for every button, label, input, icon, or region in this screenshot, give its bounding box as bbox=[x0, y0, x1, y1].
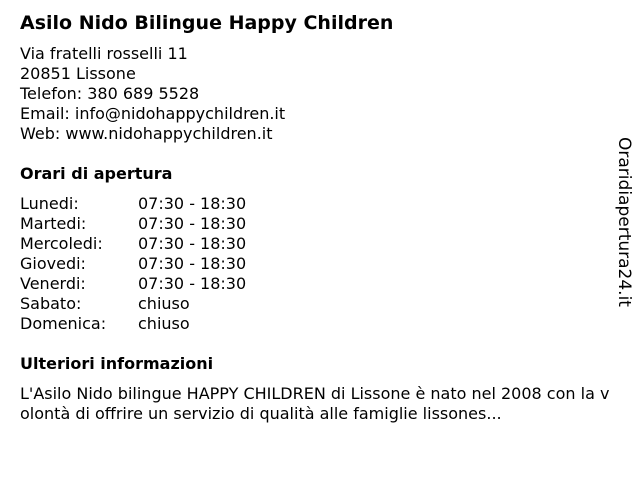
day-label: Domenica: bbox=[20, 314, 107, 333]
time-range: 07:30 - 18:30 bbox=[138, 254, 247, 273]
email-line: Email: info@nidohappychildren.it bbox=[20, 104, 286, 123]
time-range: chiuso bbox=[138, 314, 190, 333]
description-text: L'Asilo Nido bilingue HAPPY CHILDREN di Lissone è nato nel 2008 con la volontà di offrire un servizio di qualità alle famiglie lissones... bbox=[20, 384, 610, 423]
time-range: 07:30 - 18:30 bbox=[138, 234, 247, 253]
phone-line: Telefon: 380 689 5528 bbox=[20, 84, 200, 103]
day-label: Martedi: bbox=[20, 214, 87, 233]
time-range: chiuso bbox=[138, 294, 190, 313]
site-watermark: Oraridiapertura24.it bbox=[614, 137, 634, 307]
day-label: Venerdi: bbox=[20, 274, 86, 293]
time-range: 07:30 - 18:30 bbox=[138, 214, 247, 233]
day-label: Mercoledi: bbox=[20, 234, 103, 253]
more-info-heading: Ulteriori informazioni bbox=[20, 354, 214, 373]
day-label: Sabato: bbox=[20, 294, 82, 313]
street-address: Via fratelli rosselli 11 bbox=[20, 44, 188, 63]
day-label: Lunedi: bbox=[20, 194, 79, 213]
day-label: Giovedi: bbox=[20, 254, 86, 273]
postal-city: 20851 Lissone bbox=[20, 64, 136, 83]
opening-hours-heading: Orari di apertura bbox=[20, 164, 173, 183]
contact-details bbox=[20, 44, 285, 144]
business-name: Asilo Nido Bilingue Happy Children bbox=[20, 12, 394, 34]
time-range: 07:30 - 18:30 bbox=[138, 194, 247, 213]
website-line: Web: www.nidohappychildren.it bbox=[20, 124, 273, 143]
time-range: 07:30 - 18:30 bbox=[138, 274, 247, 293]
